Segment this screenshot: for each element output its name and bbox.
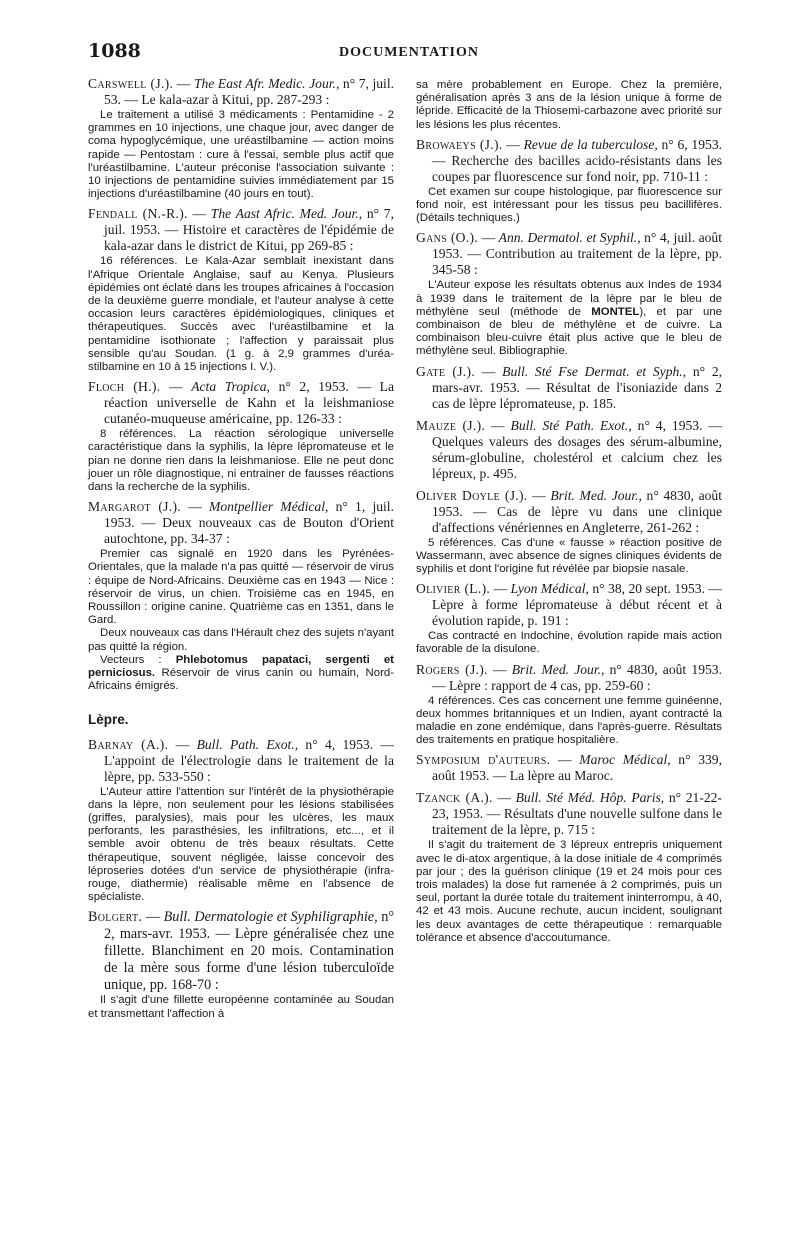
citation-journal: Bull. Sté Fse Dermat. et Syph.: [502, 363, 683, 379]
citation-author: Oliver Doyle (J.).: [416, 487, 528, 503]
citation-journal: Montpellier Médical: [209, 499, 325, 515]
abstract: Deux nouveaux cas dans l'Hérault chez des sujets n'ayant pas quitté la région.: [88, 627, 394, 653]
citation-journal: Bull. Sté Méd. Hôp. Paris: [515, 790, 661, 806]
citation-details: , n° 38, 20 sept. 1953. — Lèpre à forme lépromateuse à début récent et à évolution rapide, p. 191 :: [432, 581, 722, 629]
citation-author: Olivier (L.).: [416, 581, 491, 597]
citation-author: Margarot (J.).: [88, 499, 181, 515]
citation-journal: Maroc Médical: [579, 752, 668, 768]
citation: Mauze (J.). — Bull. Sté Path. Exot., n° 4, 1953. — Quelques valeurs des dosages des sérum-albumine, sérum-globuline, cholestérol et calcium chez les lépreux, p. 495.: [416, 417, 722, 481]
citation: Olivier (L.). — Lyon Médical, n° 38, 20 sept. 1953. — Lèpre à forme lépromateuse à début récent et à évolution rapide, p. 191 :: [416, 581, 722, 629]
citation-journal: Brit. Med. Jour.: [550, 487, 639, 503]
citation-author: Gate (J.).: [416, 363, 476, 379]
entry-browaeys: [416, 137, 722, 226]
citation: Gate (J.). — Bull. Sté Fse Dermat. et Syph., n° 2, mars-avr. 1953. — Résultat de l'isoniazide dans 2 cas de lèpre lépromateuse, p. 185.: [416, 363, 723, 411]
citation: Gans (O.). — Ann. Dermatol. et Syphil., n° 4, juil. août 1953. — Contribution au traitement de la lèpre, pp. 345-58 :: [416, 230, 723, 278]
citation: Rogers (J.). — Brit. Med. Jour., n° 4830, août 1953. — Lèpre : rapport de 4 cas, pp. 259-60 :: [416, 661, 722, 693]
citation-author: Tzanck (A.).: [416, 790, 493, 806]
abstract: Il s'agit d'une fillette européenne contaminée au Soudan et transmettant l'affection à: [88, 994, 394, 1020]
abstract: 16 références. Le Kala-Azar semblait inexistant dans l'Afrique Orientale Anglaise, sauf au Kenya. Plusieurs épidémies ont éclaté dans les troupes africaines à l'occasion de la deuxième guerre mondiale, et l'auteur analyse à cette occasion leurs caractères épidémiologiques, cliniques et thérapeutiques. Succès avec l'uréastilbamine et la pentamidine isothionate ; l'affection y paraissait plus sensible qu'au Soudan. (1 g. à 2,9 grammes d'uréa-stilbamine en 10 à 15 injections I. V.).: [88, 255, 394, 374]
running-title: DOCUMENTATION: [338, 45, 480, 60]
citation: Browaeys (J.). — Revue de la tuberculose, n° 6, 1953. — Recherche des bacilles acido-résistants dans les coupes par fluorescence sur fond noir, pp. 710-11 :: [416, 136, 723, 184]
entry-margarot: [88, 499, 394, 693]
citation-author: Gans (O.).: [416, 230, 479, 246]
left-column: [88, 76, 394, 1026]
citation-author: Rogers (J.).: [416, 661, 488, 677]
citation: Tzanck (A.). — Bull. Sté Méd. Hôp. Paris, n° 21-22-23, 1953. — Résultats d'une nouvelle sulfone dans le traitement de la lèpre, p. 715 :: [416, 790, 722, 838]
citation: Barnay (A.). — Bull. Path. Exot., n° 4, 1953. — L'appoint de l'électrologie dans le traitement de la lèpre, pp. 533-550 :: [88, 736, 395, 784]
citation-author: Fendall (N.-R.).: [88, 206, 188, 222]
citation-details: , n° 4, 1953. — Quelques valeurs des dosages des sérum-albumine, sérum-globuline, cholestérol et calcium chez les lépreux, p. 495.: [432, 417, 722, 481]
citation-author: Floch (H.).: [88, 379, 161, 395]
abstract: Il s'agit du traitement de 3 lépreux entrepris uniquement avec le di-atox argentique, à la dose initiale de 4 comprimés par jour ; des la guérison clinique (19 et 24 mois pour ces trois malades) la dose fut ramenée à 2 comprimés, puis un seul, portant la durée totale du traitement ininterrompu, à 40, 42 et 43 mois. Aucune rechute, aucun incident, soulignant les deux avantages de cette thérapeutique : remarquable tolérance et absence d'accoutumance.: [416, 839, 722, 944]
entry-olivier: [416, 581, 722, 656]
entry-rogers: [416, 662, 722, 748]
entry-gate: [416, 364, 722, 412]
abstract: 8 références. La réaction sérologique universelle caractéristique dans la syphilis, la lèpre lépromateuse et le pian ne donne rien dans la leishmaniose. Elle ne peut donc jouer un rôle diagnostique, ni entrainer de fausses réactions dans la recherche de la syphilis.: [88, 428, 394, 494]
citation-details: , n° 4, juil. août 1953. — Contribution au traitement de la lèpre, pp. 345-58 :: [432, 230, 723, 278]
citation-author: Carswell (J.).: [88, 76, 174, 91]
entry-barnay: [88, 737, 394, 905]
abstract: L'Auteur attire l'attention sur l'intérêt de la physiothérapie dans la lèpre, non seulement pour les lésions stabilisées (griffes, paralysies), mais pour les ulcères, les maux perforants, les parasthésies, les infiltrations, etc..., et il semble avoir obtenu de très beaux résultats. Cette thérapeutique, souvent négligée, laisse concevoir des léproseries dotées d'un service de physiothérapie (infra-rouge, diathermie) réalisable même en l'absence de spécialiste.: [88, 785, 394, 904]
citation-journal: Bull. Path. Exot.: [196, 736, 295, 752]
entry-gans: [416, 230, 722, 358]
citation-author: Mauze (J.).: [416, 417, 486, 433]
method-name: MONTEL: [591, 305, 640, 318]
entry-bolgert: [88, 909, 394, 1020]
entry-mauze: [416, 418, 722, 482]
citation-journal: Lyon Médical: [510, 581, 586, 597]
abstract: Le traitement a utilisé 3 médicaments : Pentamidine - 2 grammes en 10 injections, une chaque jour, avec danger de coma hypoglycémique, une uréastilbamine — action moins rapide — Pentostam : cure à l'essai, semble plus actif que l'uréastilbamine. L'auteur préconise l'association suivante : 10 injections de pentamidine suivies immédiatement par 15 injections d'uréastilbamine (40 jours en tout).: [88, 109, 394, 201]
entry-fendall: [88, 206, 394, 374]
citation-details: , n° 4830, août 1953. — Lèpre : rapport de 4 cas, pp. 259-60 :: [432, 661, 722, 693]
entry-carswell: [88, 76, 394, 201]
citation-details: , n° 1, juil. 1953. — Deux nouveaux cas de Bouton d'Orient autochtone, pp. 34-37 :: [104, 499, 394, 547]
entry-tzanck: [416, 790, 722, 945]
citation-author: Browaeys (J.).: [416, 136, 503, 152]
abstract: 4 références. Ces cas concernent une femme guinéenne, deux hommes britanniques et un Indien, ayant contracté la maladie en zone endémique, dans l'après-guerre. Résultats des traitements en pratique hospitalière.: [416, 694, 722, 747]
citation-details: , n° 2, mars-avr. 1953. — Lèpre généralisée chez une fillette. Blanchiment en 20 mois. Contamination de la mère sous forme d'une lésion tuberculoïde unique, pp. 168-70 :: [104, 909, 394, 993]
entry-symposium: [416, 752, 722, 784]
citation-journal: The Aast Afric. Med. Jour.: [210, 206, 359, 222]
vector-species: Phlebotomus papataci, sergenti et perniciosus.: [88, 653, 394, 680]
citation-author: Symposium d'auteurs.: [416, 752, 551, 768]
citation: Oliver Doyle (J.). — Brit. Med. Jour., n° 4830, août 1953. — Cas de lèpre vu dans une clinique d'affections vénériennes en Angleterre, 261-262 :: [416, 487, 722, 535]
abstract-continued: sa mère probablement en Europe. Chez la première, généralisation après 3 ans de la lésion unique à forme de lépride. Efficacité de la Thiosemi-carbazone avec priorité sur les lésions les plus récentes.: [416, 79, 722, 131]
citation-journal: Bull. Dermatologie et Syphiligraphie: [163, 909, 375, 926]
citation-journal: Ann. Dermatol. et Syphil.: [498, 230, 638, 246]
entry-floch: [88, 379, 394, 494]
citation-details: , n° 2, mars-avr. 1953. — Résultat de l'isoniazide dans 2 cas de lèpre lépromateuse, p. 185.: [432, 363, 723, 411]
citation-journal: Revue de la tuberculose: [523, 136, 655, 152]
citation-details: , n° 4830, août 1953. — Cas de lèpre vu dans une clinique d'affections vénériennes en Angleterre, 261-262 :: [432, 487, 722, 535]
citation-journal: Brit. Med. Jour.: [511, 661, 602, 677]
right-column: [416, 76, 722, 950]
abstract: Cet examen sur coupe histologique, par fluorescence sur fond noir, est intéressant pour les tissus peu bacillifères. (Détails techniques.): [416, 185, 722, 225]
citation: Bolgert. — Bull. Dermatologie et Syphiligraphie, n° 2, mars-avr. 1953. — Lèpre généralisée chez une fillette. Blanchiment en 20 mois. Contamination de la mère sous forme d'une lésion tuberculoïde unique, pp. 168-70 :: [88, 909, 394, 993]
citation: Floch (H.). — Acta Tropica, n° 2, 1953. — La réaction universelle de Kahn et la leishmaniose cutanéo-muqueuse américaine, pp. 126-33 :: [88, 379, 394, 427]
citation-details: , n° 21-22-23, 1953. — Résultats d'une nouvelle sulfone dans le traitement de la lèpre, p. 715 :: [432, 790, 722, 838]
citation-author: Bolgert.: [88, 909, 143, 926]
citation: Carswell (J.). — The East Afr. Medic. Jour., n° 7, juil. 53. — Le kala-azar à Kitui, pp. 287-293 :: [88, 76, 395, 107]
abstract: L'Auteur expose les résultats obtenus aux Indes de 1934 à 1939 dans le traitement de la lèpre par le bleu de méthylène seul (méthode de MONTEL), et par une combinaison de bleu de méthylène et de cuivre. La combinaison bleu-cuivre était plus active que le bleu de méthylène seul. Bibliographie.: [416, 279, 722, 358]
abstract: Premier cas signalé en 1920 dans les Pyrénées-Orientales, que la malade n'a pas quitté — réservoir de virus : équipe de Nord-Africains. Deuxième cas en 1943 — Nice : réservoir de virus, un chien. Troisième cas en 1945, en Roussillon : origine canine. Quatrième cas en 1351, dans le Gard.: [88, 548, 394, 627]
citation-journal: Acta Tropica: [191, 379, 267, 395]
citation-details: , n° 4, 1953. — L'appoint de l'électrologie dans le traitement de la lèpre, pp. 533-550 :: [104, 736, 395, 784]
citation: Margarot (J.). — Montpellier Médical, n° 1, juil. 1953. — Deux nouveaux cas de Bouton d'Orient autochtone, pp. 34-37 :: [88, 499, 394, 547]
citation-details: , n° 6, 1953. — Recherche des bacilles acido-résistants dans les coupes par fluorescence sur fond noir, pp. 710-11 :: [432, 136, 723, 184]
citation: Symposium d'auteurs. — Maroc Médical, n° 339, août 1953. — La lèpre au Maroc.: [416, 752, 723, 784]
abstract: Cas contracté en Indochine, évolution rapide mais action favorable de la disulone.: [416, 630, 722, 656]
abstract: Vecteurs : Phlebotomus papataci, sergenti et perniciosus. Réservoir de virus canin ou humain, Nord-Africains émigrés.: [88, 653, 394, 693]
citation-details: , n° 7, juil. 1953. — Histoire et caractères de l'épidémie de kala-azar dans le district de Kitui, pp 269-85 :: [104, 206, 394, 254]
citation-details: , n° 339, août 1953. — La lèpre au Maroc.: [432, 752, 723, 784]
page-header: [88, 40, 730, 70]
entry-oliver-doyle: [416, 488, 722, 577]
citation-journal: Bull. Sté Path. Exot.: [510, 417, 629, 433]
page-number: 1088: [88, 40, 141, 62]
citation-author: Barnay (A.).: [88, 736, 169, 752]
section-heading: Lèpre.: [88, 711, 129, 727]
abstract: 5 références. Cas d'une « fausse » réaction positive de Wassermann, avec absence de signes cliniques évidents de syphilis et dont l'origine fut révélée par biopsie nasale.: [416, 536, 722, 576]
citation-journal: The East Afr. Medic. Jour.: [193, 76, 336, 91]
citation-details: , n° 7, juil. 53. — Le kala-azar à Kitui, pp. 287-293 :: [104, 76, 395, 107]
citation: Fendall (N.-R.). — The Aast Afric. Med. Jour., n° 7, juil. 1953. — Histoire et caractères de l'épidémie de kala-azar dans le district de Kitui, pp 269-85 :: [88, 206, 394, 254]
citation-details: , n° 2, 1953. — La réaction universelle de Kahn et la leishmaniose cutanéo-muqueuse américaine, pp. 126-33 :: [104, 379, 394, 427]
